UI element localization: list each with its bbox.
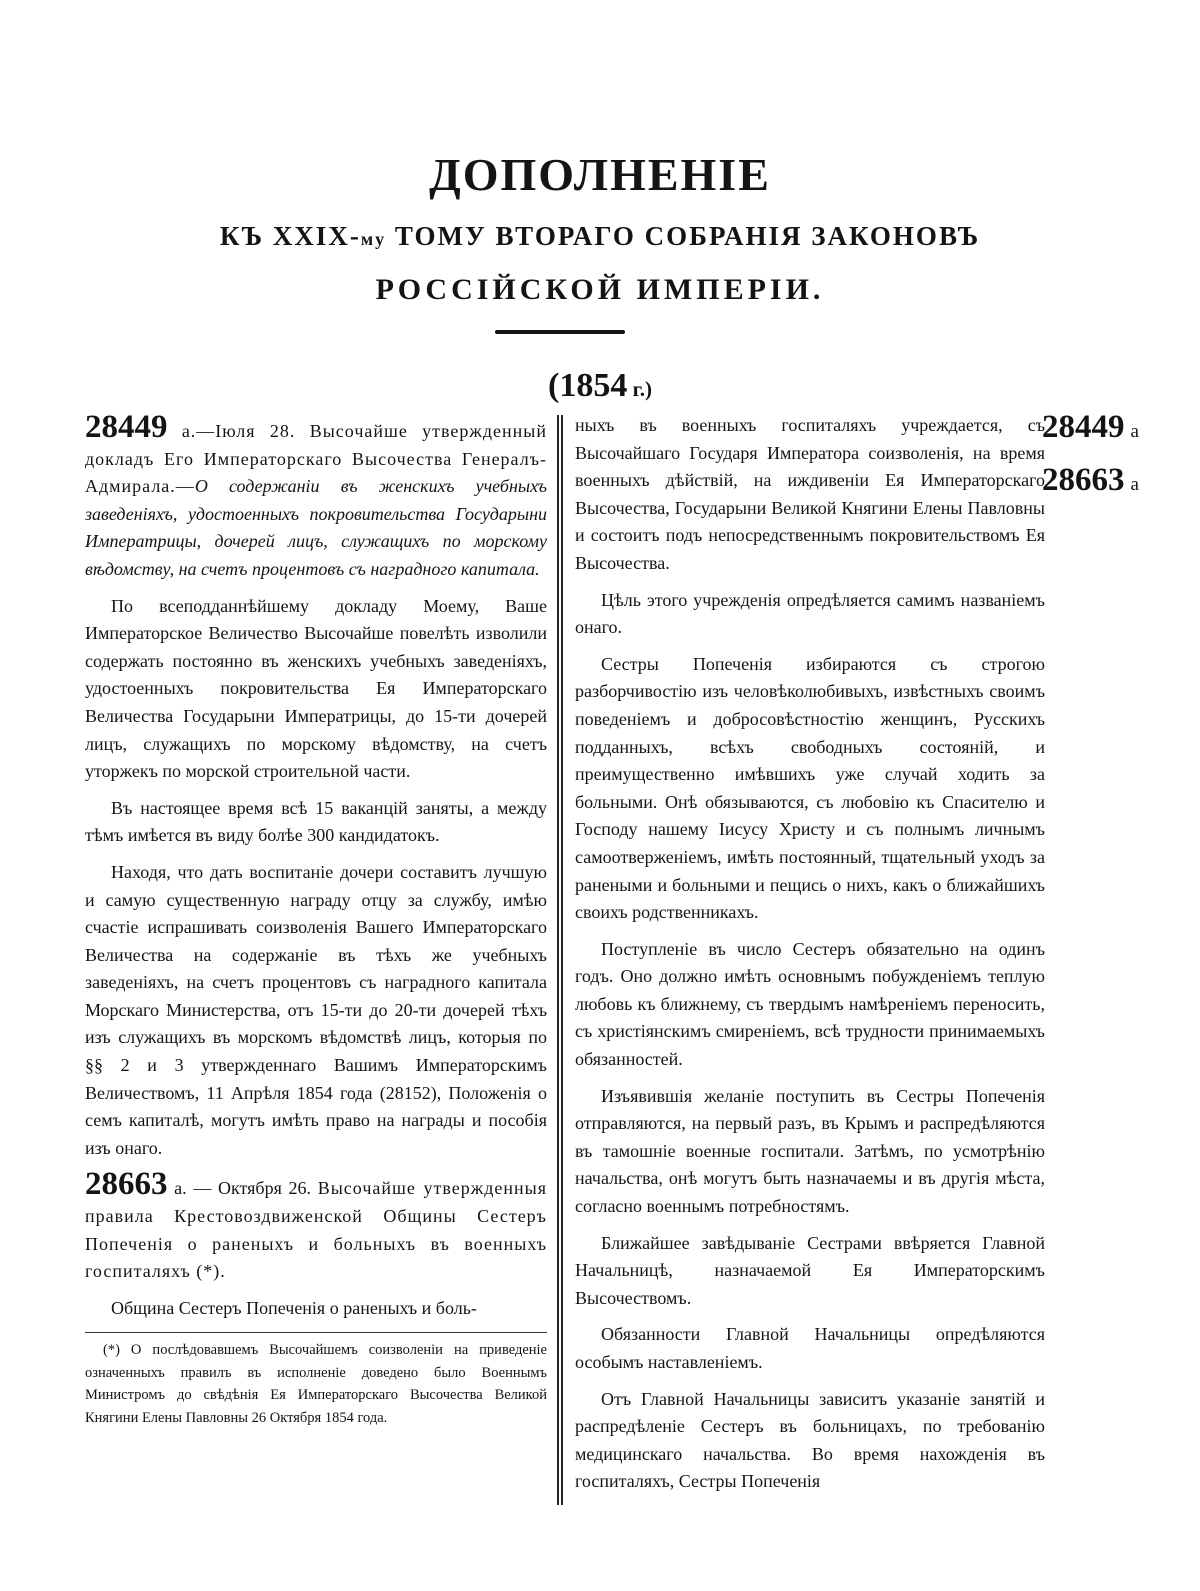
paragraph: Ближайшее завѣдываніе Сестрами ввѣряется Главной Начальницѣ, назначаемой Ея Императорскимъ Высочествомъ. xyxy=(575,1232,1045,1308)
entry-number: 28449 xyxy=(85,409,168,445)
page-subtitle xyxy=(0,218,1200,257)
year-heading xyxy=(0,366,1200,409)
column-divider xyxy=(557,415,559,1505)
margin-number-value: 28663 xyxy=(1042,462,1125,498)
entry-summary: О содержаніи въ женскихъ учебныхъ заведеніяхъ, удостоенныхъ покровительства Государыни Императрицы, дочерей лицъ, служащихъ по морскому вѣдомству, на счетъ процентовъ съ наградного капитала. xyxy=(85,476,547,579)
margin-number xyxy=(1042,462,1139,500)
title-rule xyxy=(495,330,625,334)
year-suffix: г.) xyxy=(627,377,652,401)
paragraph: Отъ Главной Начальницы зависитъ указаніе занятій и распредѣленіе Сестеръ въ больницахъ, по требованію медицинскаго начальства. Во время нахожденія въ госпиталяхъ, Сестры Попеченія xyxy=(575,1388,1045,1492)
paragraph: Обязанности Главной Начальницы опредѣляются особымъ наставленіемъ. xyxy=(575,1324,1045,1372)
paragraph: ныхъ въ военныхъ госпиталяхъ учреждается, съ Высочайшаго Государя Императора соизволенія, на время военныхъ дѣйствій, на иждивеніи Ея Императорскаго Высочества, Государыни Великой Княгини Елены Павловны и состоитъ подъ непосредственнымъ покровительствомъ Ея Высочества. xyxy=(575,415,1045,573)
entry-28449-heading xyxy=(85,409,547,584)
margin-number-suffix: а xyxy=(1130,474,1139,495)
entry-date: а. — Октября 26. xyxy=(167,1178,318,1199)
paragraph: Изъявившія желаніе поступить въ Сестры Попеченія отправляются, на первый разъ, въ Крымъ и распредѣляются въ тамошніе военные госпитали. Затѣмъ, по усмотрѣнію начальства, онѣ могутъ быть назначаемы и въ другія мѣста, согласно военнымъ потребностямъ. xyxy=(575,1085,1045,1217)
column-divider xyxy=(561,415,563,1505)
year-number: 1854 xyxy=(559,367,628,404)
right-column xyxy=(575,412,1045,1505)
entry-summary: Высочайше утвержденныя правила Крестовоздвиженской Общины Сестеръ Попеченія о раненыхъ и больныхъ въ военныхъ госпиталяхъ (*). xyxy=(85,1178,547,1282)
page-subtitle-2: РОССІЙСКОЙ ИМПЕРІИ. xyxy=(375,273,825,306)
entry-number: 28663 xyxy=(85,1166,168,1203)
paragraph: Поступленіе въ число Сестеръ обязательно на одинъ годъ. Оно должно имѣть основнымъ побужденіемъ теплую любовь къ ближнему, съ твердымъ намѣреніемъ переносить, съ христіянскимъ смиреніемъ, всѣ трудности принимаемыхъ обязанностей. xyxy=(575,938,1045,1070)
left-column xyxy=(85,409,547,1429)
paragraph: Сестры Попеченія избираются съ строгою разборчивостію изъ человѣколюбивыхъ, извѣстныхъ своимъ поведеніемъ и добросовѣстностію женщинъ, Русскихъ подданныхъ, всѣхъ свободныхъ состояній, и преимущественно имѣвшихъ уже случай ходить за больными. Онѣ обязываются, съ любовію къ Спасителю и Господу нашему Іисусу Христу и съ полнымъ личнымъ самоотверженіемъ, имѣть постоянный, тщательный уходъ за ранеными и больными и пещись о нихъ, какъ о ближайшихъ своихъ родственникахъ. xyxy=(575,653,1045,923)
paragraph: Въ настоящее время всѣ 15 ваканцій заняты, а между тѣмъ имѣется въ виду болѣе 300 кандидатокъ. xyxy=(85,797,547,846)
paragraph: Находя, что дать воспитаніе дочери составитъ лучшую и самую существенную награду отцу за службу, имѣю счастіе испрашивать соизволенія Вашего Императорскаго Величества на содержаніе въ тѣхъ же учебныхъ заведеніяхъ, на счетъ процентовъ съ наградного капитала Морскаго Министерства, отъ 15-ти до 20-ти дочерей тѣхъ изъ служащихъ въ морскомъ вѣдомствѣ лицъ, которыя по §§ 2 и 3 утвержденнаго Вашимъ Императорскимъ Величествомъ, 11 Апрѣля 1854 года (28152), Положенія о семъ капиталѣ, могутъ имѣть право на награды и пособія изъ онаго. xyxy=(85,861,547,1158)
entry-date: а.—Іюля 28. Высочайше утвержденный докладъ Его Императорскаго Высочества Генералъ-Адмирала.— xyxy=(85,421,547,497)
margin-number-value: 28449 xyxy=(1042,409,1125,445)
paragraph: По всеподданнѣйшему докладу Моему, Ваше Императорское Величество Высочайше повелѣть изволили содержать постоянно въ женскихъ учебныхъ заведеніяхъ, удостоенныхъ покровительства Ея Императорскаго Величества Государыни Императрицы, до 15-ти дочерей лицъ, служащихъ по морскому вѣдомству, на счетъ уторжекъ по морской строительной части. xyxy=(85,595,547,782)
margin-number xyxy=(1042,409,1139,447)
margin-number-suffix: а xyxy=(1130,421,1139,442)
footnote: (*) О послѣдовавшемъ Высочайшемъ соизволеніи на приведеніе означенныхъ правилъ въ исполненіе доведено было Военнымъ Министромъ до свѣдѣнія Ея Императорскаго Высочества Великой Княгини Елены Павловны 26 Октября 1854 года. xyxy=(85,1332,547,1429)
subtitle-prefix: КЪ XXIX- xyxy=(219,221,361,251)
subtitle-superscript: му xyxy=(360,229,387,249)
page-title: ДОПОЛНЕНІЕ xyxy=(429,149,771,200)
entry-28663-heading xyxy=(85,1166,547,1285)
year-open-paren: ( xyxy=(548,367,560,404)
paragraph: Община Сестеръ Попеченія о раненыхъ и боль- xyxy=(111,1297,477,1318)
paragraph: Цѣль этого учрежденія опредѣляется самимъ названіемъ онаго. xyxy=(575,589,1045,638)
subtitle-rest: ТОМУ ВТОРАГО СОБРАНІЯ ЗАКОНОВЪ xyxy=(386,221,981,251)
